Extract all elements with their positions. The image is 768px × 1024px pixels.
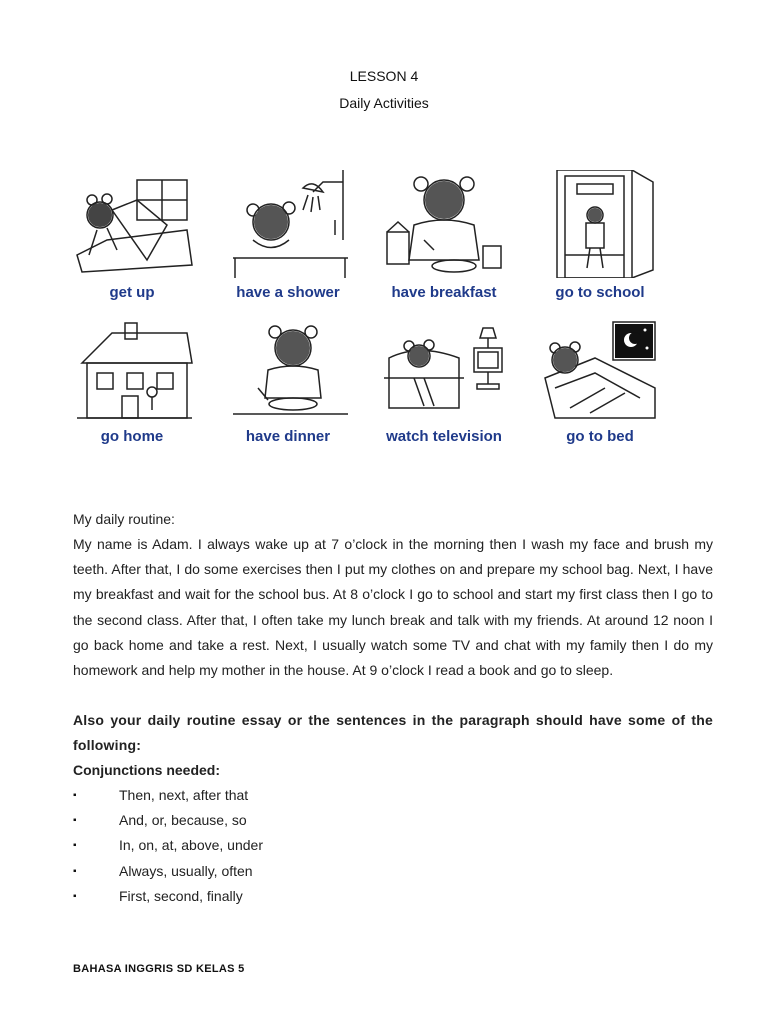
list-item [73,833,713,858]
activity-go-home [62,318,202,445]
activity-watch-television [374,318,514,445]
list-item [73,808,713,833]
bullet-icon: ▪ [73,815,77,827]
page-footer: BAHASA INGGRIS SD KELAS 5 [73,963,245,975]
television-icon [379,318,509,422]
list-item [73,783,713,808]
wake-up-icon [67,170,197,278]
bullet-icon: ▪ [73,840,77,852]
list-item [73,884,713,909]
activity-label: have breakfast [391,284,497,301]
school-door-icon [535,170,665,278]
conjunction-text: Then, next, after that [119,787,249,803]
conjunction-text: Always, usually, often [119,862,253,879]
activity-go-to-school [530,170,670,301]
activity-label: go home [100,428,164,445]
activity-label: have dinner [245,428,331,445]
activity-have-dinner [218,318,358,445]
dinner-icon [223,318,353,422]
bullet-icon: ▪ [73,890,77,902]
bed-icon [535,318,665,422]
activity-label: go to bed [566,428,634,445]
conjunctions-list [73,783,713,909]
activity-get-up [62,170,202,301]
house-icon [67,318,197,422]
conjunction-text: And, or, because, so [119,812,247,829]
lesson-title: LESSON 4 [349,68,419,84]
breakfast-icon [379,170,509,278]
activity-have-a-shower [218,170,358,301]
activity-label: go to school [555,284,645,301]
routine-heading: My daily routine: [73,511,175,527]
activity-have-breakfast [374,170,514,301]
bullet-icon: ▪ [73,865,77,877]
conjunctions-heading: Conjunctions needed: [73,762,220,778]
activity-go-to-bed [530,318,670,445]
conjunction-text: In, on, at, above, under [119,837,263,854]
lesson-subtitle: Daily Activities [339,95,429,111]
activity-label: have a shower [236,284,340,301]
list-item [73,859,713,884]
bullet-icon: ▪ [73,790,77,801]
activity-label: get up [109,284,155,301]
conjunction-text: First, second, finally [119,887,243,904]
routine-paragraph: My name is Adam. I always wake up at 7 o’clock in the morning then I wash my face and brush my teeth. After that, I do some exercises then I put my clothes on and prepare my school bag. Next, I have my breakfast and wait for the school bus. At 8 o’clock I go to school and start my first class then I go to the second class. After that, I often take my lunch break and talk with my friends. At around 12 noon I go back home and take a rest. Next, I usually watch some TV and chat with my family then I do my homework and help my mother in the house. At 9 o’clock I read a book and go to sleep. [73,536,713,679]
activity-label: watch television [386,428,502,445]
shower-icon [223,170,353,278]
instruction-text: Also your daily routine essay or the sentences in the paragraph should have some of the following: [73,712,713,754]
